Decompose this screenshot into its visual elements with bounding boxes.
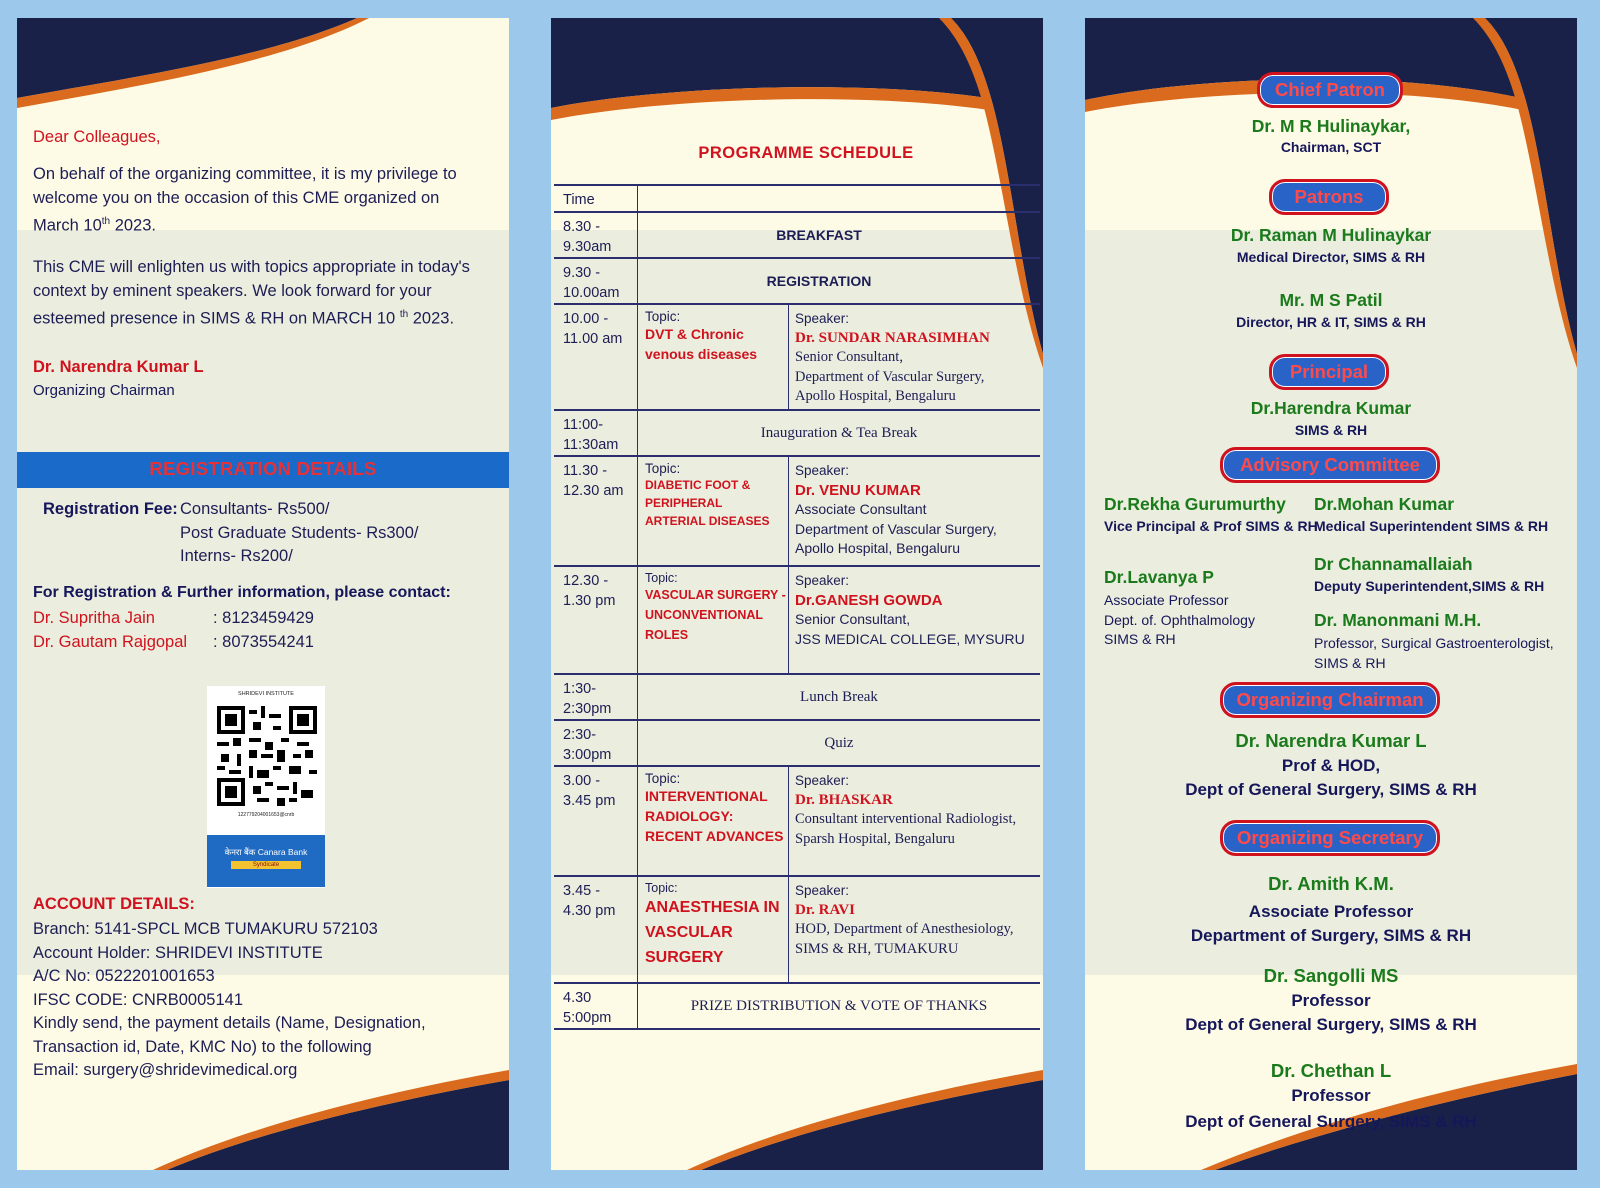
speaker-desc: Consultant interventional Radiologist, Sparsh Hospital, Bengaluru [795, 811, 1017, 847]
row-topic [638, 766, 789, 876]
table-row [554, 720, 1040, 766]
account-heading: ACCOUNT DETAILS: [33, 895, 195, 913]
schedule-table [554, 184, 1040, 1030]
speaker-label: Speaker: [795, 311, 850, 326]
row-time: 8.30 - 9.30am [554, 212, 638, 258]
advisor-2-desc: Medical Superintendent SIMS & RH [1314, 518, 1549, 534]
topic-label: Topic: [645, 571, 678, 585]
chief-patron-name: Dr. M R Hulinaykar, [1251, 116, 1411, 136]
fee-label: Registration Fee: [43, 500, 178, 518]
speaker-label: Speaker: [795, 883, 850, 898]
account-note-1: Kindly send, the payment details (Name, Designation, [33, 1014, 426, 1032]
row-time: 2:30- 3:00pm [554, 720, 638, 766]
account-holder: Account Holder: SHRIDEVI INSTITUTE [33, 943, 323, 962]
greeting: Dear Colleagues, [33, 128, 161, 146]
canara-bank-logo [207, 835, 325, 887]
fee-interns: Interns- Rs200/ [180, 547, 293, 565]
speaker-name: Dr. RAVI [795, 901, 856, 918]
account-note-2: Transaction id, Date, KMC No) to the following [33, 1037, 372, 1056]
principal-badge: Principal [1269, 354, 1389, 390]
table-row [554, 304, 1040, 410]
committee-panel [1085, 18, 1577, 1170]
advisor-4-desc: Associate Professor Dept. of. Ophthalmology SIMS & RH [1104, 592, 1255, 647]
table-row [554, 258, 1040, 304]
patrons-badge: Patrons [1269, 179, 1389, 215]
table-row [554, 983, 1040, 1029]
patron-1-name: Dr. Raman M Hulinaykar [1230, 225, 1432, 245]
bank-name: केनरा बैंक Canara Bank [224, 847, 308, 857]
row-topic [638, 456, 789, 566]
cme-paragraph [33, 256, 470, 331]
account-email: Email: surgery@shridevimedical.org [33, 1061, 298, 1079]
row-topic [638, 876, 789, 983]
time-header: Time [554, 185, 638, 212]
contact-phones [213, 607, 314, 654]
row-speaker [789, 456, 1041, 566]
contact-phone-2: : 8073554241 [213, 632, 314, 651]
secretary-3-name: Dr. Chethan L [1270, 1060, 1392, 1081]
secretary-1-name: Dr. Amith K.M. [1268, 873, 1394, 894]
secretary-1-title: Associate Professor [1248, 902, 1414, 921]
topic-label: Topic: [645, 461, 681, 476]
schedule-panel [551, 18, 1043, 1170]
row-event: Inauguration & Tea Break [638, 410, 1041, 456]
schedule-title: PROGRAMME SCHEDULE [698, 144, 914, 162]
row-time: 1:30- 2:30pm [554, 674, 638, 720]
contact-heading: For Registration & Further information, please contact: [33, 584, 451, 601]
speaker-desc: HOD, Department of Anesthesiology, SIMS & RH, TUMAKURU [795, 921, 1014, 957]
fee-postgraduate: Post Graduate Students- Rs300/ [180, 523, 419, 542]
table-row [554, 456, 1040, 566]
table-row [554, 876, 1040, 983]
secretary-2-title: Professor [1291, 991, 1371, 1010]
qr-code-icon [217, 706, 317, 806]
row-event: BREAKFAST [638, 212, 1041, 258]
para2-line2: context by eminent speakers. We look forward for your [33, 281, 432, 300]
header-blank [638, 185, 1041, 212]
principal-desc: SIMS & RH [1294, 422, 1368, 438]
topic-label: Topic: [645, 881, 678, 895]
speaker-label: Speaker: [795, 463, 850, 478]
account-branch: Branch: 5141-SPCL MCB TUMAKURU 572103 [33, 920, 378, 938]
row-speaker [789, 566, 1041, 674]
patron-1-desc: Medical Director, SIMS & RH [1236, 249, 1426, 265]
welcome-panel [17, 18, 509, 1170]
speaker-name: Dr. SUNDAR NARASIMHAN [795, 329, 990, 346]
account-details [33, 918, 426, 1083]
organizing-chairman-dept: Dept of General Surgery, SIMS & RH [1185, 780, 1477, 799]
para1-line3: March 10th 2023. [33, 216, 156, 235]
speaker-desc: Senior Consultant, JSS MEDICAL COLLEGE, MYSURU [795, 611, 1025, 647]
topic-title: DIABETIC FOOT & PERIPHERAL ARTERIAL DISEASES [645, 478, 770, 528]
advisor-4-name: Dr.Lavanya P [1104, 567, 1214, 587]
row-time: 3.45 - 4.30 pm [554, 876, 638, 983]
advisor-1-desc: Vice Principal & Prof SIMS & RH [1104, 518, 1318, 534]
topic-title: INTERVENTIONAL RADIOLOGY: RECENT ADVANCES [645, 788, 784, 844]
table-row [554, 766, 1040, 876]
speaker-name: Dr. BHASKAR [795, 791, 893, 808]
contact-phone-1: : 8123459429 [213, 609, 314, 627]
row-time: 4.30 5:00pm [554, 983, 638, 1029]
secretary-1-dept: Department of Surgery, SIMS & RH [1190, 926, 1472, 945]
advisor-5-name: Dr. Manonmani M.H. [1314, 610, 1482, 630]
table-row [554, 410, 1040, 456]
advisor-3-desc: Deputy Superintendent,SIMS & RH [1314, 578, 1545, 594]
row-speaker [789, 766, 1041, 876]
organizing-chairman-name: Dr. Narendra Kumar L [1235, 730, 1427, 751]
para1-line1: On behalf of the organizing committee, it is my privilege to [33, 165, 457, 183]
row-time: 12.30 - 1.30 pm [554, 566, 638, 674]
row-event: Quiz [638, 720, 1041, 766]
secretary-3-dept: Dept of General Surgery, SIMS & RH [1185, 1112, 1477, 1131]
signatory-name: Dr. Narendra Kumar L [33, 358, 204, 376]
para1-line2: welcome you on the occasion of this CME organized on [33, 188, 440, 207]
welcome-paragraph [33, 163, 457, 238]
chief-patron-badge: Chief Patron [1257, 72, 1403, 108]
qr-upi-id: 122779204001653@cnrb [237, 812, 295, 818]
bank-sub-badge: Syndicate [231, 861, 301, 869]
patron-2-name: Mr. M S Patil [1279, 290, 1383, 310]
topic-label: Topic: [645, 309, 681, 324]
row-event: REGISTRATION [638, 258, 1041, 304]
signatory-role: Organizing Chairman [33, 382, 175, 399]
topic-title: DVT & Chronic venous diseases [645, 326, 758, 362]
advisor-1-name: Dr.Rekha Gurumurthy [1104, 494, 1286, 514]
table-row [554, 212, 1040, 258]
account-number: A/C No: 0522201001653 [33, 967, 215, 985]
fee-list [180, 498, 418, 569]
account-ifsc: IFSC CODE: CNRB0005141 [33, 990, 243, 1009]
row-speaker [789, 304, 1041, 410]
advisory-committee-badge: Advisory Committee [1220, 447, 1440, 483]
registration-title: REGISTRATION DETAILS [149, 458, 377, 479]
table-row [554, 566, 1040, 674]
para2-line1: This CME will enlighten us with topics appropriate in today's [33, 258, 470, 276]
principal-name: Dr.Harendra Kumar [1250, 398, 1412, 418]
secretary-2-name: Dr. Sangolli MS [1263, 965, 1399, 986]
topic-title: ANAESTHESIA IN VASCULAR SURGERY [645, 899, 780, 966]
contact-names [33, 607, 187, 654]
organizing-chairman-title: Prof & HOD, [1281, 756, 1381, 775]
chief-patron-desc: Chairman, SCT [1280, 139, 1382, 155]
table-row [554, 185, 1040, 212]
row-speaker [789, 876, 1041, 983]
speaker-label: Speaker: [795, 773, 850, 788]
advisor-5-desc: Professor, Surgical Gastroenterologist, SIMS & RH [1314, 635, 1554, 671]
fee-consultants: Consultants- Rs500/ [180, 500, 330, 518]
organizing-secretary-badge: Organizing Secretary [1220, 820, 1440, 856]
contact-name-2: Dr. Gautam Rajgopal [33, 632, 188, 651]
table-row [554, 674, 1040, 720]
row-event: PRIZE DISTRIBUTION & VOTE OF THANKS [638, 983, 1041, 1029]
advisor-3-name: Dr Channamallaiah [1314, 554, 1473, 574]
patron-2-desc: Director, HR & IT, SIMS & RH [1236, 314, 1426, 330]
speaker-desc: Senior Consultant, Department of Vascular Surgery, Apollo Hospital, Bengaluru [795, 349, 985, 404]
advisor-2-name: Dr.Mohan Kumar [1314, 494, 1455, 514]
row-time: 11.30 - 12.30 am [554, 456, 638, 566]
secretary-3-title: Professor [1291, 1086, 1371, 1105]
para2-line3: esteemed presence in SIMS & RH on MARCH 10 $^{th}$ 2023. [33, 309, 455, 328]
row-time: 9.30 - 10.00am [554, 258, 638, 304]
row-time: 11:00- 11:30am [554, 410, 638, 456]
row-event: Lunch Break [638, 674, 1041, 720]
row-topic [638, 566, 789, 674]
speaker-desc: Associate Consultant Department of Vascular Surgery, Apollo Hospital, Bengaluru [795, 501, 997, 556]
row-time: 10.00 - 11.00 am [554, 304, 638, 410]
speaker-name: Dr.GANESH GOWDA [795, 591, 943, 609]
qr-caption: SHRIDEVI INSTITUTE [238, 691, 294, 697]
organizing-chairman-badge: Organizing Chairman [1220, 682, 1440, 718]
row-time: 3.00 - 3.45 pm [554, 766, 638, 876]
topic-label: Topic: [645, 771, 681, 786]
topic-title: VASCULAR SURGERY - UNCONVENTIONAL ROLES [645, 588, 786, 642]
contact-name-1: Dr. Supritha Jain [33, 609, 155, 627]
speaker-label: Speaker: [795, 573, 850, 588]
row-topic [638, 304, 789, 410]
speaker-name: Dr. VENU KUMAR [795, 481, 921, 499]
secretary-2-dept: Dept of General Surgery, SIMS & RH [1185, 1015, 1477, 1034]
